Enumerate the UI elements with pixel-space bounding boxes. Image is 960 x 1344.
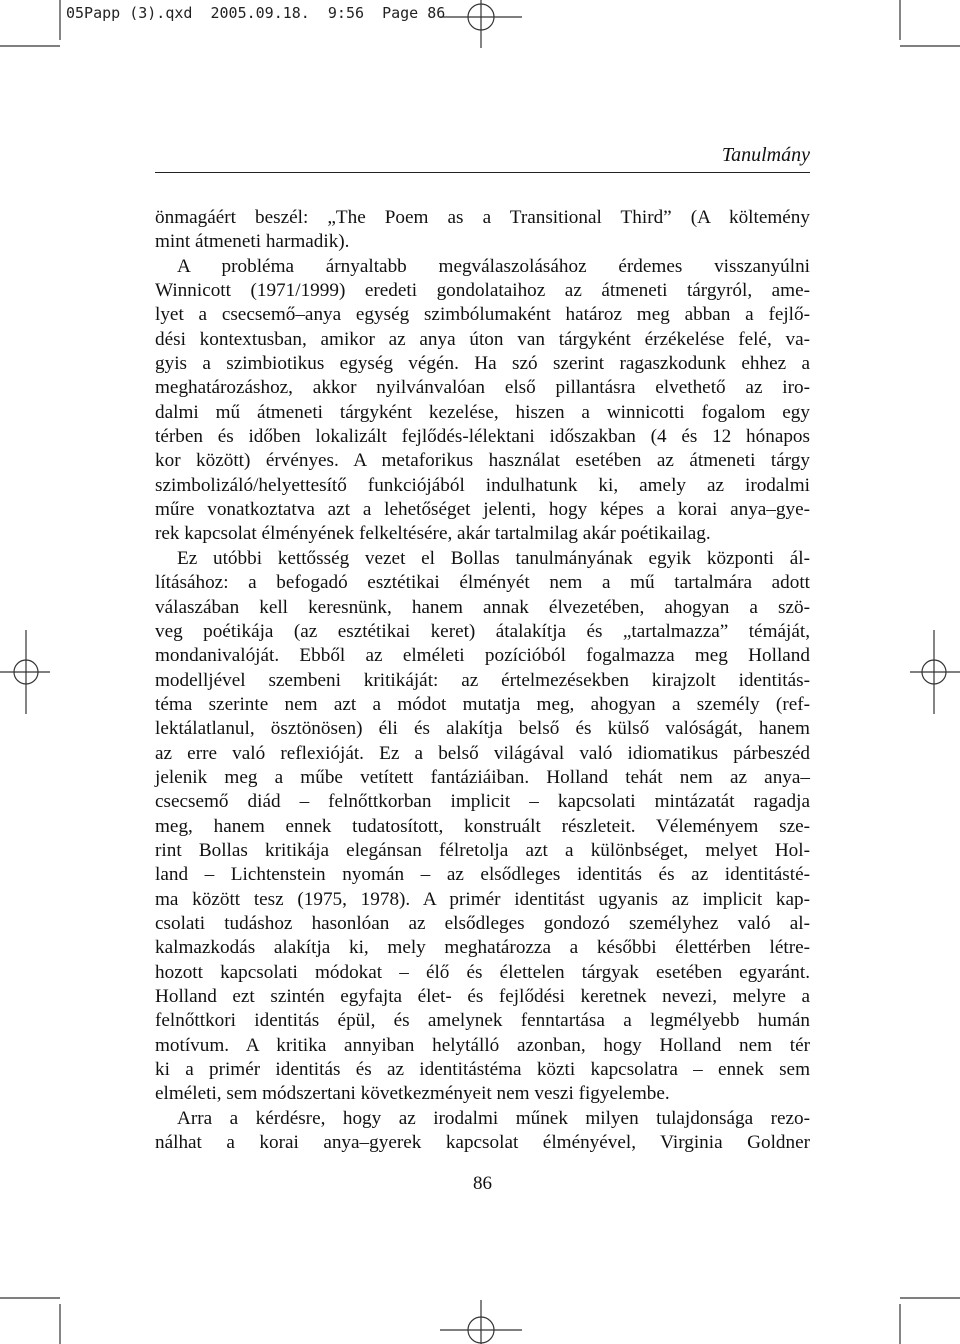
text-line: jelenik meg a műbe vetített fantáziáiban. Holland tehát nem az anya– (155, 766, 810, 788)
body-text (155, 206, 810, 1155)
text-line: mint átmeneti harmadik). (155, 231, 350, 253)
text-line: rint Bollas kritikája elegánsan félretolja azt a különbséget, melyet Hol- (155, 839, 810, 861)
running-head: Tanulmány (721, 144, 810, 166)
text-line: önmagáért beszél: „The Poem as a Transitional Third” (A költemény (155, 207, 810, 228)
text-line: Ez utóbbi kettősség vezet el Bollas tanulmányának egyik központi ál- (177, 547, 810, 569)
text-line: csecsemő diád – felnőttkorban implicit – kapcsolati mintázatát ragadja (155, 791, 810, 813)
text-line: A probléma árnyaltabb megválaszolásához érdemes visszanyúlni (177, 255, 810, 277)
text-line: dési kontextusban, amikor az anya úton van tárgyként érzékelése felé, va- (155, 328, 810, 350)
text-line: hozott kapcsolati módokat – élő és élettelen tárgyak esetében egyaránt. (155, 961, 810, 983)
text-line: modelljével szembeni kritikáját: az értelmezésekben kirajzolt identitás- (155, 669, 810, 691)
text-line: mondanivalóját. Ebből az elméleti pozícióból fogalmazza meg Holland (155, 645, 810, 667)
text-line: elméleti, sem módszertani következményeit nem veszi figyelembe. (155, 1083, 670, 1105)
text-line: ma között tesz (1975, 1978). A primér identitást ugyanis az implicit kap- (155, 888, 810, 910)
text-line: rek kapcsolat élményének felkeltésére, akár tartalmilag akár poétikailag. (155, 523, 711, 545)
text-line: műre vonatkoztatva azt a lehetőséget jelenti, hogy képes a korai anya–gye- (155, 499, 810, 521)
text-line: gyis a szimbiotikus egység végén. Ha szó szerint ragaszkodunk ehhez a (155, 353, 810, 375)
text-line: lításához: a befogadó esztétikai élményét nem a mű tartalmára adott (155, 572, 810, 594)
text-line: ki a primér identitás és az identitástéma közti kapcsolatra – ennek sem (155, 1059, 810, 1081)
text-line: válaszában kell keresnünk, hanem annak élvezetében, ahogyan a szö- (155, 596, 810, 618)
paragraph (155, 255, 810, 547)
text-line: Arra a kérdésre, hogy az irodalmi műnek milyen tulajdonsága rezo- (177, 1107, 810, 1129)
paragraph (155, 1107, 810, 1156)
text-line: veg poétikája (az esztétikai keret) átalakítja és „tartalmazza” témáját, (155, 620, 810, 642)
text-line: az erre való reflexióját. Ez a belső világával való idiomatikus párbeszéd (155, 742, 810, 764)
page-number: 86 (473, 1173, 492, 1194)
text-line: téma szerinte nem azt a módot mutatja meg, ahogyan a személy (ref- (155, 693, 810, 715)
print-slug-line: 05Papp (3).qxd 2005.09.18. 9:56 Page 86 (66, 4, 446, 22)
text-line: szimbolizáló/helyettesítő funkciójából indulhatunk ki, amely az irodalmi (155, 474, 810, 496)
text-line: lektálatlanul, ösztönösen) éli és alakítja belső és külső valóságát, hanem (155, 718, 810, 740)
text-line: kor között) érvényes. A metaforikus használat esetében az átmeneti tárgy (155, 450, 810, 472)
text-line: meghatározáshoz, akkor nyilvánvalóan első pillantásra elvethető az iro- (155, 377, 810, 399)
text-line: kalmazkodás alakítja ki, mely meghatározza a későbbi élettérben létre- (155, 937, 810, 959)
text-line: nálhat a korai anya–gyerek kapcsolat élményével, Virginia Goldner (155, 1132, 810, 1154)
text-line: land – Lichtenstein nyomán – az elsődleges identitás és az identitásté- (155, 864, 810, 886)
header-rule (155, 172, 810, 173)
text-line: Holland ezt szintén egyfajta élet- és fejlődési keretnek nevezi, melyre a (155, 986, 810, 1007)
text-line: meg, hanem ennek tudatosított, konstruált részleteit. Véleményem sze- (155, 815, 810, 837)
text-line: motívum. A kritika annyiban helytálló azonban, hogy Holland nem tér (155, 1034, 810, 1056)
text-line: Winnicott (1971/1999) eredeti gondolataihoz az átmeneti tárgyról, ame- (155, 280, 810, 302)
text-line: térben és időben lokalizált fejlődés-lélektani időszakban (4 és 12 hónapos (155, 426, 810, 448)
text-line: felnőttkori identitás épül, és amelynek fenntartása a legmélyebb humán (155, 1010, 810, 1032)
paragraph (155, 206, 810, 255)
text-line: lyet a csecsemő–anya egység szimbólumaként határoz meg abban a fejlő- (155, 304, 810, 326)
text-line: csolati tudáshoz hasonlóan az elsődleges gondozó személyhez való al- (155, 912, 810, 934)
text-line: dalmi mű átmeneti tárgyként kezelése, hiszen a winnicotti fogalom egy (155, 401, 810, 423)
paragraph (155, 547, 810, 1107)
